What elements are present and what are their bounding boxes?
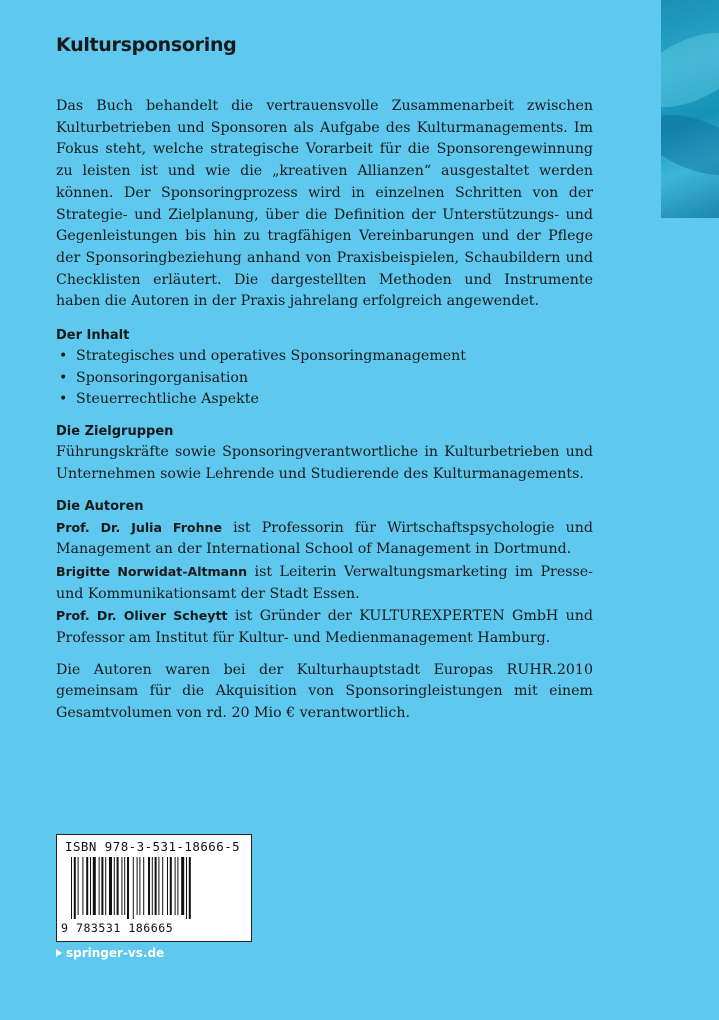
barcode-bar — [167, 857, 168, 915]
barcode-bar — [124, 857, 125, 915]
contents-list — [56, 346, 593, 411]
barcode-bar — [137, 857, 138, 915]
author-name: Brigitte Norwidat-Altmann — [56, 563, 248, 579]
authors-heading: Die Autoren — [56, 498, 144, 514]
barcode-bar — [90, 857, 91, 915]
author-bio: ist Professorin für Wirtschaftspsychologie und Management an der International School of Management in Dortmund. — [56, 519, 593, 558]
barcode-bar — [127, 857, 129, 919]
author-bio: ist Leiterin Verwaltungsmarketing im Presse- und Kommunikationsamt der Stadt Essen. — [56, 563, 593, 602]
barcode-bar — [143, 857, 144, 915]
book-title: Kultursponsoring — [56, 34, 237, 56]
isbn-number: ISBN 978-3-531-18666-5 — [65, 839, 241, 854]
barcode-bar — [117, 857, 119, 915]
barcode-bar — [121, 857, 122, 915]
barcode-bar — [78, 857, 79, 915]
list-item: • Sponsoringorganisation — [56, 368, 593, 390]
barcode-bar — [114, 857, 115, 915]
barcode-bar — [105, 857, 106, 915]
barcode-bar — [186, 857, 187, 919]
barcode-bar — [82, 857, 83, 915]
barcode-bar — [155, 857, 157, 915]
cover-corner-image — [661, 0, 719, 218]
barcode-bar — [152, 857, 153, 915]
barcode-bar — [93, 857, 96, 915]
barcode-bars — [71, 857, 239, 919]
author-entry — [56, 605, 593, 649]
author-bio: ist Gründer der KULTUREXPERTEN GmbH und Professor am Institut für Kultur- und Medienmanagement Hamburg. — [56, 608, 593, 647]
barcode-bar — [71, 857, 72, 919]
target-groups-text: Führungskräfte sowie Sponsoringverantwortliche in Kulturbetrieben und Unternehmen sowie Lehrende und Studierende des Kulturmanagements. — [56, 444, 593, 482]
isbn-barcode — [56, 834, 252, 942]
barcode-bar — [101, 857, 103, 915]
barcode-bar — [175, 857, 176, 915]
list-item: • Steuerrechtliche Aspekte — [56, 389, 593, 411]
barcode-bar — [181, 857, 184, 915]
author-name: Prof. Dr. Oliver Scheytt — [56, 608, 228, 624]
barcode-bar — [158, 857, 159, 915]
barcode-bar — [86, 857, 88, 915]
target-groups-heading: Die Zielgruppen — [56, 424, 174, 440]
website-link[interactable] — [56, 946, 164, 960]
barcode-bar — [99, 857, 100, 915]
author-entry — [56, 517, 593, 561]
intro-paragraph: Das Buch behandelt die vertrauensvolle Zusammenarbeit zwischen Kulturbetrieben und Sponsoren als Aufgabe des Kulturmanagements. Im Fokus steht, welche strategische Vorarbeit für die Sponsorengewinnung zu leisten ist und wie die „kreativen Allianzen“ ausgestaltet werden können. Der Sponsoringprozess wird in einzelnen Schritten von der Strategie- und Zielplanung, über die Definition der Unterstützungs- und Gegenleistungen bis hin zu tragfähigen Vereinbarungen und der Pflege der Sponsoringbeziehung anhand von Praxisbeispielen, Schaubildern und Checklisten erläutert. Die dargestellten Methoden und Instrumente haben die Autoren in der Praxis jahrelang erfolgreich angewendet. — [56, 98, 593, 310]
barcode-bar — [177, 857, 178, 915]
barcode-bar — [133, 857, 134, 919]
website-url: springer-vs.de — [66, 946, 165, 960]
barcode-bar — [148, 857, 150, 915]
arrow-right-icon — [56, 949, 62, 957]
authors-closing: Die Autoren waren bei der Kulturhauptstadt Europas RUHR.2010 gemeinsam für die Akquisition von Sponsoringleistungen mit einem Gesamtvolumen von rd. 20 Mio € verantwortlich. — [56, 661, 593, 722]
barcode-bar — [109, 857, 112, 915]
barcode-bar — [189, 857, 191, 919]
authors-section — [56, 496, 593, 650]
barcode-bar — [170, 857, 172, 915]
author-entry — [56, 561, 593, 605]
barcode-bar — [74, 857, 76, 919]
target-groups-section — [56, 421, 593, 485]
author-name: Prof. Dr. Julia Frohne — [56, 519, 223, 535]
contents-heading: Der Inhalt — [56, 328, 130, 344]
barcode-digits: 9 783531 186665 — [61, 921, 174, 935]
list-item: • Strategisches und operatives Sponsoringmanagement — [56, 346, 593, 368]
back-cover-text — [56, 96, 593, 725]
barcode-bar — [162, 857, 163, 915]
barcode-bar — [139, 857, 140, 915]
